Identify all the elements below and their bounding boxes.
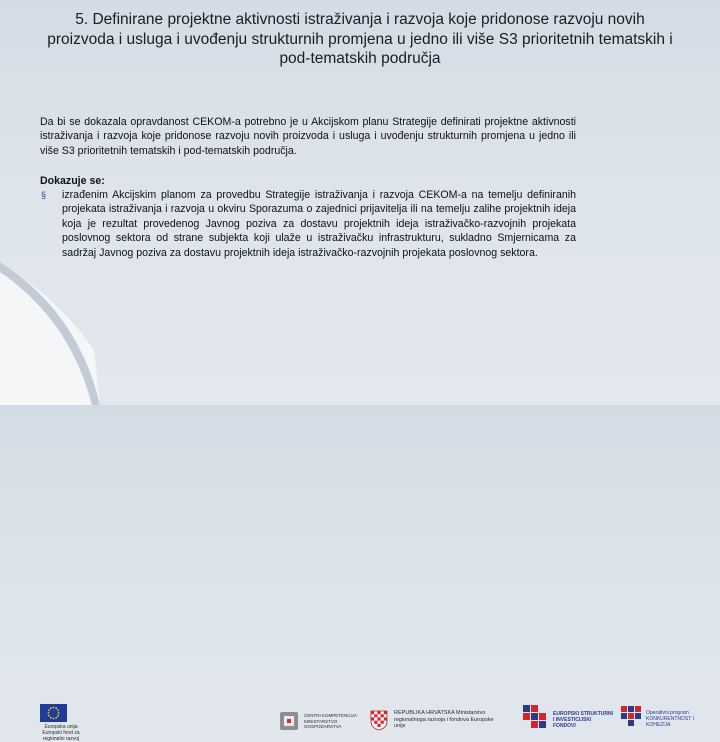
list-item	[40, 188, 576, 260]
evidence-heading: Dokazuje se:	[40, 175, 105, 187]
cekom-caption: CENTRI KOMPETENCIJA MINISTARSTVO GOSPODARSTVA	[304, 713, 357, 729]
evidence-item-text: izrađenim Akcijskim planom za provedbu Strategije istraživanja i razvoja CEKOM-a na temelju definiranih projekata istraživanja i razvoja u okviru Sporazuma o zajednici prijavitelja ili na temelju zalihe projektnih ideja koja je rezultat provedenog Javnog poziva za dostavu projektnih ideja istraživačko-razvojnih projekata poslovnog sektora od strane subjekta koji ulaže u istraživačku infrastrukturu, sukladno Smjernicama za sadržaj Javnog poziva za dostavu projektnih ideja istraživačko-razvojnih projekata poslovnog sektora.	[62, 189, 576, 259]
cekom-logo-icon	[278, 710, 300, 732]
slide-title: 5. Definirane projektne aktivnosti istraživanja i razvoja koje pridonose razvoju novih proizvoda i usluga i uvođenju strukturnih promjena u jedno ili više S3 prioritetnih tematskih i pod-tematskih područja	[47, 11, 673, 67]
evidence-list	[40, 188, 576, 260]
eu-caption: Europska unija Europski fond za regionalni razvoj	[42, 724, 80, 742]
esif-caption: EUROPSKI STRUKTURNI I INVESTICIJSKI FONDOVI	[553, 711, 614, 729]
operational-programme-caption: Operativni program KONKURENTNOST I KOHEZIJA	[646, 710, 694, 728]
operational-programme-logo-icon	[620, 705, 642, 727]
croatian-coat-of-arms-icon	[370, 709, 388, 731]
footer-logo-bar	[0, 347, 720, 742]
esif-logo-icon	[522, 704, 548, 730]
eu-flag-icon	[40, 704, 67, 722]
bullet-icon: §	[41, 190, 47, 200]
intro-paragraph: Da bi se dokazala opravdanost CEKOM-a potrebno je u Akcijskom planu Strategije definirati projektne aktivnosti istraživanja i razvoja koje pridonose razvoju novih proizvoda i usluga i uvođenju strukturnih promjena u jedno ili više S3 prioritetnih tematskih i pod-tematskih područja.	[40, 116, 576, 157]
ministry-caption: REPUBLIKA HRVATSKA Ministarstvo regionalnoga razvoja i fondova Europske unije	[394, 710, 494, 730]
